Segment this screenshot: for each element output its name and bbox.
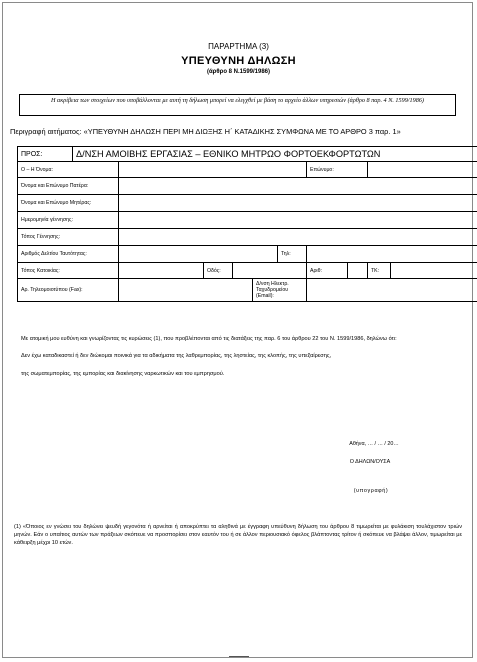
id-number-field[interactable] (119, 246, 278, 263)
declarant-label: Ο ΔΗΛΩΝ/ΟΥΣΑ (349, 459, 391, 465)
page-bottom-mark (229, 656, 249, 657)
recipient-value: Δ/ΝΣΗ ΑΜΟΙΒΗΣ ΕΡΓΑΣΙΑΣ – ΕΘΝΙΚΟ ΜΗΤΡΩΟ ΦΟΡΤΟΕΚΦΟΡΤΩΤΩΝ (73, 147, 477, 162)
street-label: Οδός: (204, 263, 233, 279)
email-field[interactable] (307, 279, 477, 302)
declaration-intro: Με ατομική μου ευθύνη και γνωρίζοντας τις κυρώσεις (1), που προβλέπονται από τις διατάξεις της παρ. 6 του άρθρου 22 του Ν. 1599/1986, δηλώνω ότι: (21, 336, 397, 342)
first-name-field[interactable] (119, 162, 307, 178)
street-field[interactable] (233, 263, 307, 279)
surname-field[interactable] (368, 162, 477, 178)
email-label: Δ/νση Ηλεκτρ. Ταχυδρομείου (Email): (253, 279, 307, 302)
birthplace-field[interactable] (119, 229, 477, 246)
street-number-field[interactable] (348, 263, 368, 279)
birthdate-field[interactable] (119, 212, 477, 229)
request-description: Περιγραφή αιτήματος: «ΥΠΕΥΘΥΝΗ ΔΗΛΩΣΗ ΠΕΡΙ ΜΗ ΔΙΩΞΗΣ Η΄ ΚΑΤΑΔΙΚΗΣ ΣΥΜΦΩΝΑ ΜΕ ΤΟ ΑΡΘΡΟ 3 παρ. 1» (10, 127, 401, 136)
form-row-birthplace (18, 229, 477, 246)
form-row-father (18, 178, 477, 195)
accuracy-notice: Η ακρίβεια των στοιχείων που υποβάλλονται με αυτή τη δήλωση μπορεί να ελεγχθεί με βάση το αρχείο άλλων υπηρεσιών (άρθρο 8 παρ. 4 Ν. 1599/1986) (19, 94, 456, 116)
form-row-id (18, 246, 477, 263)
declaration-statement: Δεν έχω καταδικαστεί ή δεν διώκομαι ποινικά για τα αδικήματα της λαθρεμπορίας, της ληστείας, της κλοπής, της υπεξαίρεσης, (21, 353, 332, 359)
birthplace-label: Τόπος Γέννησης: (18, 229, 119, 246)
id-number-label: Αριθμός Δελτίου Ταυτότητας: (18, 246, 119, 263)
declaration-statement-continued: της σωματεμπορίας, της εμπορίας και διακίνησης ναρκωτικών και του εμπρησμού. (21, 371, 225, 377)
birthdate-label: Ημερομηνία γέννησης: (18, 212, 119, 229)
postcode-label: ΤΚ: (368, 263, 391, 279)
document-title: ΥΠΕΥΘΥΝΗ ΔΗΛΩΣΗ (181, 55, 296, 67)
signature-label: (υπογραφή) (353, 488, 389, 494)
recipient-label: ΠΡΟΣ: (18, 147, 73, 162)
form-row-residence (18, 263, 477, 279)
father-name-field[interactable] (119, 178, 477, 195)
first-name-label: Ο – Η Όνομα: (18, 162, 119, 178)
form-row-contact (18, 279, 477, 302)
form-row-recipient (18, 147, 477, 162)
father-name-label: Όνομα και Επώνυμο Πατέρα: (18, 178, 119, 195)
form-row-name (18, 162, 477, 178)
declaration-form (17, 146, 477, 302)
phone-label: Τηλ: (278, 246, 307, 263)
phone-field[interactable] (307, 246, 477, 263)
appendix-label: ΠΑΡΑΡΤΗΜΑ (3) (208, 42, 269, 51)
fax-field[interactable] (119, 279, 253, 302)
surname-label: Επώνυμο: (307, 162, 368, 178)
residence-label: Τόπος Κατοικίας: (18, 263, 119, 279)
form-row-birthdate (18, 212, 477, 229)
street-number-label: Αριθ: (307, 263, 348, 279)
mother-name-field[interactable] (119, 195, 477, 212)
postcode-field[interactable] (391, 263, 477, 279)
law-reference: (άρθρο 8 Ν.1599/1986) (206, 69, 271, 75)
mother-name-label: Όνομα και Επώνυμο Μητέρας: (18, 195, 119, 212)
signature-date: Αθήνα, … / … / 20… (349, 441, 399, 447)
fax-label: Αρ. Τηλεομοιοτύπου (Fax): (18, 279, 119, 302)
footnote: (1) «Όποιος εν γνώσει του δηλώνει ψευδή γεγονότα ή αρνείται ή αποκρύπτει τα αληθινά με έγγραφη υπεύθυνη δήλωση του άρθρου 8 τιμωρείται με φυλάκιση τουλάχιστον τριών μηνών. Εάν ο υπαίτιος αυτών των πράξεων σκόπευε να προσπορίσει στον εαυτόν του ή σε άλλον περιουσιακό όφελος βλάπτοντας τρίτον ή σκόπευε να βλάψει άλλον, τιμωρείται με κάθειρξη μέχρι 10 ετών. (14, 524, 462, 546)
form-row-mother (18, 195, 477, 212)
residence-field[interactable] (119, 263, 204, 279)
